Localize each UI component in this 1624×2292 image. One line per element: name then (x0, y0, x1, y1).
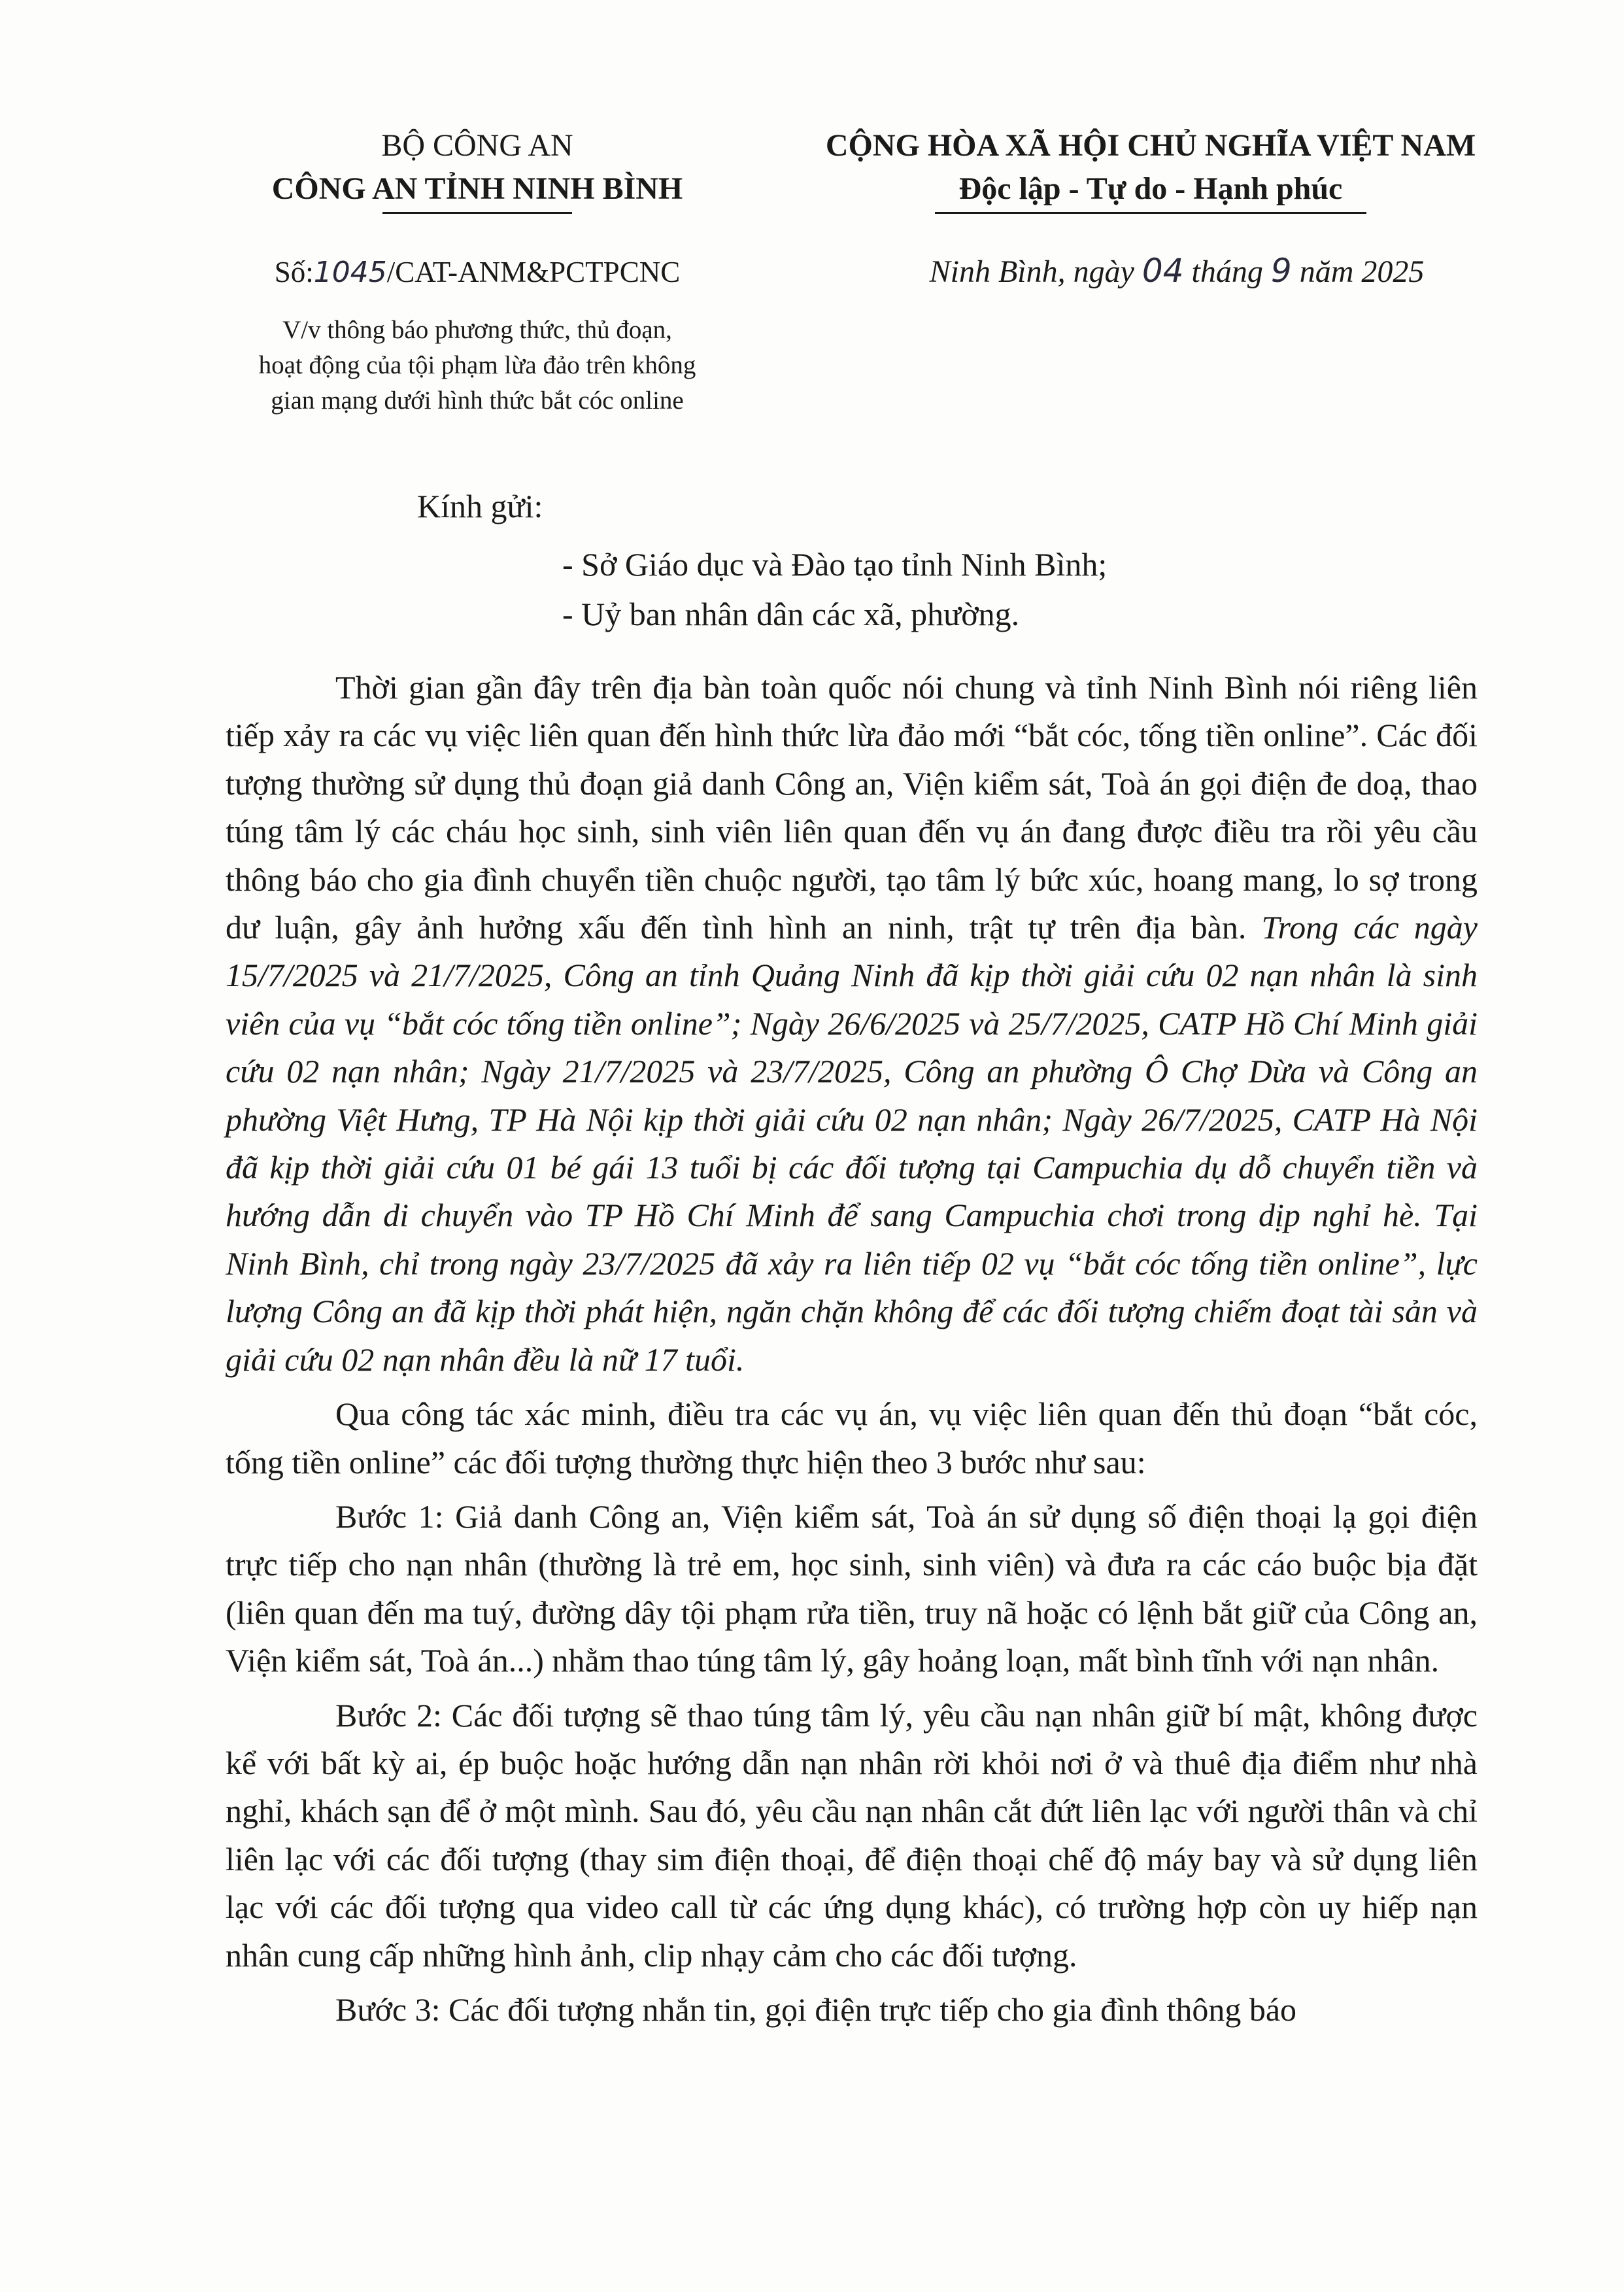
subject-line: hoạt động của tội phạm lừa đảo trên không (258, 351, 696, 379)
document-subject (183, 313, 771, 419)
paragraph-step-2: Bước 2: Các đối tượng sẽ thao túng tâm lý, yêu cầu nạn nhân giữ bí mật, không được kể với bất kỳ ai, ép buộc hoặc hướng dẫn nạn nhân rời khỏi nơi ở và thuê địa điểm như nhà nghỉ, khách sạn để ở một mình. Sau đó, yêu cầu nạn nhân cắt đứt liên lạc với người thân và chỉ liên lạc với các đối tượng (thay sim điện thoại, để điện thoại chế độ máy bay và sử dụng liên lạc với các đối tượng qua video call từ các ứng dụng khác), có trường hợp còn uy hiếp nạn nhân cung cấp những hình ảnh, clip nhạy cảm cho các đối tượng. (226, 1696, 1478, 1974)
paragraph-background-regular: Thời gian gần đây trên địa bàn toàn quốc nói chung và tỉnh Ninh Bình nói riêng liên tiếp xảy ra các vụ việc liên quan đến hình thức lừa đảo mới “bắt cóc, tống tiền online”. Các đối tượng thường sử dụng thủ đoạn giả danh Công an, Viện kiểm sát, Toà án gọi điện đe doạ, thao túng tâm lý các cháu học sinh, sinh viên liên quan đến vụ án đang được điều tra rồi yêu cầu thông báo cho gia đình chuyển tiền chuộc người, tạo tâm lý bức xúc, hoang mang, lo sợ trong dư luận, gây ảnh hưởng xấu đến tình hình an ninh, trật tự trên địa bàn. (226, 669, 1478, 946)
motto-underline (935, 212, 1366, 214)
country-name: CỘNG HÒA XÃ HỘI CHỦ NGHĨA VIỆT NAM (825, 128, 1476, 163)
paragraph-step-3: Bước 3: Các đối tượng nhắn tin, gọi điện trực tiếp cho gia đình thông báo (335, 1991, 1297, 2028)
date-month-label: tháng (1191, 254, 1263, 289)
subject-line: gian mạng dưới hình thức bắt cóc online (271, 386, 684, 415)
recipient-list (562, 539, 1107, 639)
paragraph-background (226, 664, 1478, 1384)
document-body (226, 664, 1478, 2034)
date-year: năm 2025 (1299, 254, 1425, 289)
paragraph-step-1: Bước 1: Giả danh Công an, Viện kiểm sát, Toà án sử dụng số điện thoại lạ gọi điện trực tiếp cho nạn nhân (thường là trẻ em, học sinh, sinh viên) và đưa ra các cáo buộc bịa đặt (liên quan đến ma tuý, đường dây tội phạm rửa tiền, truy nã hoặc có lệnh bắt giữ của Công an, Viện kiểm sát, Toà án...) nhằm thao túng tâm lý, gây hoảng loạn, mất bình tĩnh với nạn nhân. (226, 1497, 1478, 1679)
issue-date (817, 252, 1536, 290)
agency-name: CÔNG AN TỈNH NINH BÌNH (271, 171, 683, 206)
paragraph-method-intro: Qua công tác xác minh, điều tra các vụ án, vụ việc liên quan đến thủ đoạn “bắt cóc, tống tiền online” các đối tượng thường thực hiện theo 3 bước như sau: (226, 1395, 1478, 1480)
date-day-handwritten: 04 (1142, 252, 1184, 290)
recipient-item: - Uỷ ban nhân dân các xã, phường. (562, 596, 1020, 632)
issuer-header (190, 124, 765, 214)
recipient-item: - Sở Giáo dục và Đào tạo tỉnh Ninh Bình; (562, 546, 1108, 583)
document-number-handwritten: 1045 (313, 256, 387, 289)
document-number-suffix: /CAT-ANM&PCTPCNC (386, 256, 681, 288)
date-month-handwritten: 9 (1270, 252, 1292, 290)
document-number (196, 255, 758, 289)
paragraph-background-cases: Trong các ngày 15/7/2025 và 21/7/2025, Công an tỉnh Quảng Ninh đã kịp thời giải cứu 02 nạn nhân là sinh viên của vụ “bắt cóc tống tiền online”; Ngày 26/6/2025 và 25/7/2025, CATP Hồ Chí Minh giải cứu 02 nạn nhân; Ngày 21/7/2025 và 23/7/2025, Công an phường Ô Chợ Dừa và Công an phường Việt Hưng, TP Hà Nội kịp thời giải cứu 02 nạn nhân; Ngày 26/7/2025, CATP Hà Nội đã kịp thời giải cứu 01 bé gái 13 tuổi bị các đối tượng tại Campuchia dụ dỗ chuyển tiền và hướng dẫn di chuyển vào TP Hồ Chí Minh để sang Campuchia chơi trong dịp nghỉ hè. Tại Ninh Bình, chỉ trong ngày 23/7/2025 đã xảy ra liên tiếp 02 vụ “bắt cóc tống tiền online”, lực lượng Công an đã kịp thời phát hiện, ngăn chặn không để các đối tượng chiếm đoạt tài sản và giải cứu 02 nạn nhân đều là nữ 17 tuổi. (226, 909, 1478, 1378)
national-header (758, 124, 1543, 214)
agency-underline (382, 212, 572, 214)
subject-line: V/v thông báo phương thức, thủ đoạn, (282, 316, 672, 344)
date-place: Ninh Bình, ngày (929, 254, 1134, 289)
document-number-prefix: Số: (274, 256, 314, 288)
ministry-name: BỘ CÔNG AN (381, 128, 573, 163)
national-motto: Độc lập - Tự do - Hạnh phúc (958, 171, 1343, 206)
salutation: Kính gửi: (417, 488, 543, 524)
